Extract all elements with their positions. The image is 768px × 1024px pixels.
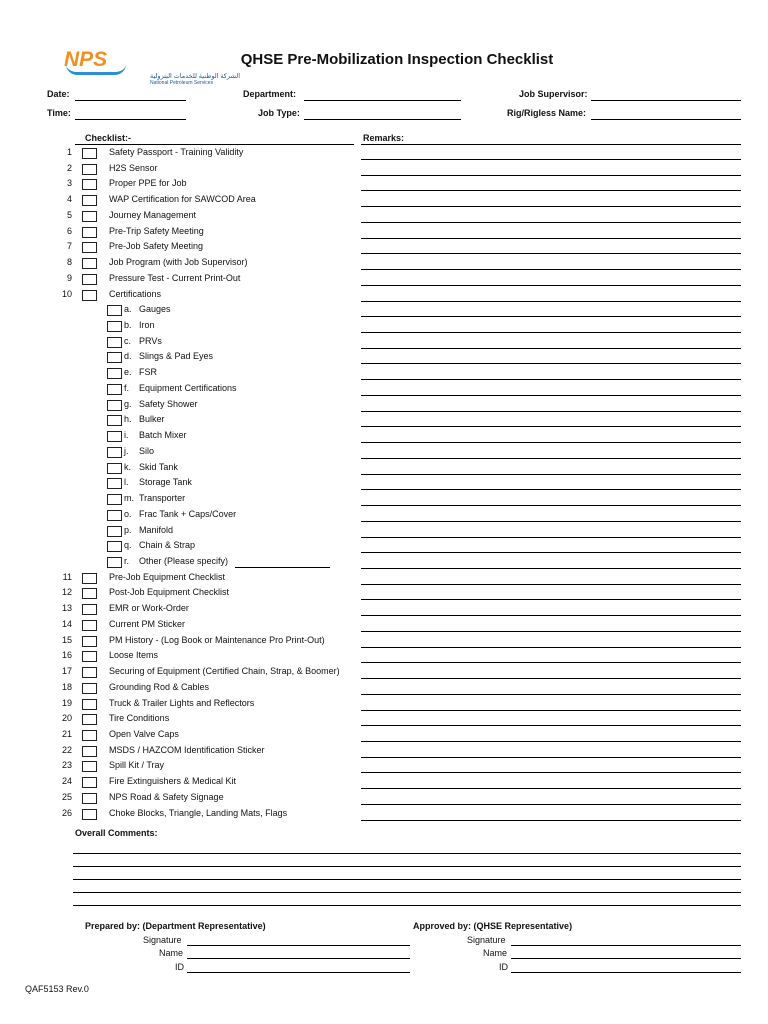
item-checkbox[interactable]	[82, 636, 97, 647]
item-label: PM History - (Log Book or Maintenance Pro Print-Out)	[109, 635, 325, 645]
approved-signature-label: Signature	[467, 935, 506, 945]
sub-item-checkbox[interactable]	[107, 431, 122, 442]
sub-item-label: Transporter	[139, 493, 186, 503]
date-label: Date:	[47, 89, 70, 99]
remarks-line[interactable]	[361, 694, 741, 695]
sub-item-letter: g.	[124, 399, 132, 409]
comment-line[interactable]	[73, 879, 741, 880]
sub-item-label: Frac Tank + Caps/Cover	[139, 509, 237, 519]
remarks-line[interactable]	[361, 678, 741, 679]
sub-item-label: Silo	[139, 446, 155, 456]
logo-arabic-text: الشركة الوطنية للخدمات البترولية	[150, 73, 241, 80]
item-label: Certifications	[109, 289, 162, 299]
remarks-line[interactable]	[361, 757, 741, 758]
approved-signature-field[interactable]	[511, 945, 741, 946]
comment-line[interactable]	[73, 853, 741, 854]
item-number: 10	[61, 289, 72, 299]
sub-item-letter: m.	[124, 493, 134, 503]
item-label: Fire Extinguishers & Medical Kit	[109, 776, 237, 786]
item-checkbox[interactable]	[82, 809, 97, 820]
page-title: QHSE Pre-Mobilization Inspection Checklist	[240, 51, 554, 68]
item-checkbox[interactable]	[82, 573, 97, 584]
item-label: Loose Items	[109, 650, 159, 660]
item-label: Truck & Trailer Lights and Reflectors	[109, 698, 255, 708]
item-label: Choke Blocks, Triangle, Landing Mats, Flags	[109, 808, 288, 818]
approved-id-label: ID	[499, 962, 508, 972]
item-checkbox[interactable]	[82, 227, 97, 238]
item-number: 5	[66, 210, 72, 220]
item-checkbox[interactable]	[82, 620, 97, 631]
prepared-id-label: ID	[175, 962, 184, 972]
item-checkbox[interactable]	[82, 699, 97, 710]
sub-item-letter: r.	[124, 556, 130, 566]
item-checkbox[interactable]	[82, 195, 97, 206]
sub-item-letter: b.	[124, 320, 132, 330]
item-number: 19	[61, 698, 72, 708]
other-specify-field[interactable]	[235, 567, 330, 568]
item-checkbox[interactable]	[82, 683, 97, 694]
sub-item-checkbox[interactable]	[107, 463, 122, 474]
remarks-line[interactable]	[361, 395, 741, 396]
remarks-line[interactable]	[361, 474, 741, 475]
sub-item-checkbox[interactable]	[107, 337, 122, 348]
item-checkbox[interactable]	[82, 258, 97, 269]
sub-item-label: Equipment Certifications	[139, 383, 237, 393]
checklist-heading-rule	[75, 144, 354, 145]
department-field[interactable]	[304, 100, 461, 101]
rig-name-field[interactable]	[591, 119, 741, 120]
remarks-line[interactable]	[361, 285, 741, 286]
remarks-line[interactable]	[361, 820, 741, 821]
sub-item-letter: k.	[124, 462, 132, 472]
remarks-line[interactable]	[361, 521, 741, 522]
sub-item-label: Storage Tank	[139, 477, 192, 487]
item-checkbox[interactable]	[82, 604, 97, 615]
item-label: Safety Passport - Training Validity	[109, 147, 244, 157]
prepared-by	[85, 921, 266, 931]
sub-item-letter: i.	[124, 430, 129, 440]
sub-item-label: Safety Shower	[139, 399, 198, 409]
logo-brand: NPS	[64, 48, 108, 71]
item-label: Pre-Job Equipment Checklist	[109, 572, 226, 582]
sub-item-letter: j.	[124, 446, 129, 456]
sub-item-letter: q.	[124, 540, 132, 550]
sub-item-label: Bulker	[139, 414, 165, 424]
approved-by-label: Approved by:	[413, 921, 472, 931]
sub-item-checkbox[interactable]	[107, 415, 122, 426]
remarks-line[interactable]	[361, 788, 741, 789]
item-number: 2	[66, 163, 72, 173]
item-number: 16	[61, 650, 72, 660]
remarks-line[interactable]	[361, 442, 741, 443]
remarks-line[interactable]	[361, 316, 741, 317]
department-label: Department:	[243, 89, 297, 99]
rig-name-label: Rig/Rigless Name:	[507, 108, 587, 118]
remarks-line[interactable]	[361, 206, 741, 207]
item-number: 13	[61, 603, 72, 613]
sub-item-label: FSR	[139, 367, 157, 377]
approved-by-role: (QHSE Representative)	[473, 921, 573, 931]
sub-item-label: PRVs	[139, 336, 162, 346]
date-field[interactable]	[75, 100, 186, 101]
remarks-line[interactable]	[361, 537, 741, 538]
remarks-line[interactable]	[361, 568, 741, 569]
time-field[interactable]	[75, 119, 186, 120]
sub-item-letter: l.	[124, 477, 129, 487]
item-label: NPS Road & Safety Signage	[109, 792, 224, 802]
sub-item-letter: a.	[124, 304, 132, 314]
item-number: 22	[61, 745, 72, 755]
comment-line[interactable]	[73, 892, 741, 893]
item-label: H2S Sensor	[109, 163, 158, 173]
remarks-line[interactable]	[361, 552, 741, 553]
remarks-line[interactable]	[361, 710, 741, 711]
remarks-line[interactable]	[361, 222, 741, 223]
sub-item-letter: p.	[124, 525, 132, 535]
remarks-line[interactable]	[361, 238, 741, 239]
sub-item-checkbox[interactable]	[107, 400, 122, 411]
sub-item-label: Slings & Pad Eyes	[139, 351, 214, 361]
item-label: Pre-Trip Safety Meeting	[109, 226, 204, 236]
job-supervisor-field[interactable]	[591, 100, 741, 101]
remarks-line[interactable]	[361, 379, 741, 380]
sub-item-label: Iron	[139, 320, 155, 330]
item-label: Job Program (with Job Supervisor)	[109, 257, 248, 267]
item-number: 4	[66, 194, 72, 204]
item-label: Current PM Sticker	[109, 619, 186, 629]
sub-item-letter: h.	[124, 414, 132, 424]
item-label: EMR or Work-Order	[109, 603, 189, 613]
prepared-by-label: Prepared by:	[85, 921, 141, 931]
sub-item-letter: o.	[124, 509, 132, 519]
item-checkbox[interactable]	[82, 588, 97, 599]
remarks-line[interactable]	[361, 772, 741, 773]
sub-item-checkbox[interactable]	[107, 305, 122, 316]
remarks-line[interactable]	[361, 363, 741, 364]
item-number: 20	[61, 713, 72, 723]
job-supervisor-label: Job Supervisor:	[519, 89, 588, 99]
item-number: 1	[66, 147, 72, 157]
item-number: 23	[61, 760, 72, 770]
item-number: 6	[66, 226, 72, 236]
item-label: Securing of Equipment (Certified Chain, Strap, & Boomer)	[109, 666, 340, 676]
item-label: Tire Conditions	[109, 713, 170, 723]
remarks-line[interactable]	[361, 458, 741, 459]
remarks-line[interactable]	[361, 741, 741, 742]
comment-line[interactable]	[73, 905, 741, 906]
prepared-id-field[interactable]	[187, 972, 410, 973]
item-checkbox[interactable]	[82, 274, 97, 285]
item-label: Spill Kit / Tray	[109, 760, 165, 770]
item-checkbox[interactable]	[82, 242, 97, 253]
job-type-label: Job Type:	[258, 108, 300, 118]
sub-item-label: Other (Please specify)	[139, 556, 229, 566]
prepared-name-label: Name	[159, 948, 184, 958]
time-label: Time:	[47, 108, 71, 118]
sub-item-checkbox[interactable]	[107, 321, 122, 332]
remarks-line[interactable]	[361, 647, 741, 648]
item-number: 8	[66, 257, 72, 267]
item-checkbox[interactable]	[82, 761, 97, 772]
sub-item-checkbox[interactable]	[107, 526, 122, 537]
remarks-line[interactable]	[361, 662, 741, 663]
prepared-by-role: (Department Representative)	[142, 921, 266, 931]
prepared-signature-field[interactable]	[187, 945, 410, 946]
remarks-line[interactable]	[361, 411, 741, 412]
item-number: 15	[61, 635, 72, 645]
sub-item-label: Manifold	[139, 525, 174, 535]
remarks-line[interactable]	[361, 253, 741, 254]
item-checkbox[interactable]	[82, 777, 97, 788]
remarks-line[interactable]	[361, 599, 741, 600]
item-label: Grounding Rod & Cables	[109, 682, 210, 692]
sub-item-label: Gauges	[139, 304, 171, 314]
overall-comments-label: Overall Comments:	[75, 828, 158, 838]
sub-item-checkbox[interactable]	[107, 384, 122, 395]
item-checkbox[interactable]	[82, 651, 97, 662]
remarks-line[interactable]	[361, 301, 741, 302]
item-number: 12	[61, 587, 72, 597]
sub-item-checkbox[interactable]	[107, 447, 122, 458]
item-number: 11	[62, 572, 72, 582]
sub-item-checkbox[interactable]	[107, 494, 122, 505]
sub-item-letter: d.	[124, 351, 132, 361]
item-checkbox[interactable]	[82, 148, 97, 159]
remarks-line[interactable]	[361, 505, 741, 506]
sub-item-letter: c.	[124, 336, 132, 346]
item-checkbox[interactable]	[82, 179, 97, 190]
remarks-line[interactable]	[361, 615, 741, 616]
remarks-heading-rule	[361, 144, 741, 145]
sub-item-label: Chain & Strap	[139, 540, 196, 550]
remarks-line[interactable]	[361, 426, 741, 427]
item-number: 24	[61, 776, 72, 786]
sub-item-checkbox[interactable]	[107, 352, 122, 363]
sub-item-checkbox[interactable]	[107, 510, 122, 521]
remarks-line[interactable]	[361, 631, 741, 632]
sub-item-checkbox[interactable]	[107, 557, 122, 568]
item-number: 25	[61, 792, 72, 802]
sub-item-checkbox[interactable]	[107, 541, 122, 552]
item-checkbox[interactable]	[82, 714, 97, 725]
item-label: Journey Management	[109, 210, 197, 220]
sub-item-label: Batch Mixer	[139, 430, 187, 440]
remarks-line[interactable]	[361, 332, 741, 333]
item-number: 14	[61, 619, 72, 629]
item-checkbox[interactable]	[82, 290, 97, 301]
sub-item-letter: f.	[124, 383, 130, 393]
approved-name-field[interactable]	[511, 958, 741, 959]
item-checkbox[interactable]	[82, 746, 97, 757]
item-checkbox[interactable]	[82, 667, 97, 678]
approved-by	[413, 921, 572, 931]
approved-id-field[interactable]	[511, 972, 741, 973]
remarks-line[interactable]	[361, 804, 741, 805]
item-label: Open Valve Caps	[109, 729, 179, 739]
remarks-line[interactable]	[361, 725, 741, 726]
item-label: WAP Certification for SAWCOD Area	[109, 194, 256, 204]
form-code: QAF5153 Rev.0	[25, 984, 89, 994]
sub-item-checkbox[interactable]	[107, 478, 122, 489]
remarks-line[interactable]	[361, 175, 741, 176]
remarks-line[interactable]	[361, 348, 741, 349]
item-label: Post-Job Equipment Checklist	[109, 587, 230, 597]
sub-item-label: Skid Tank	[139, 462, 178, 472]
item-checkbox[interactable]	[82, 211, 97, 222]
item-label: MSDS / HAZCOM Identification Sticker	[109, 745, 265, 755]
remarks-heading: Remarks:	[363, 133, 405, 143]
item-number: 26	[61, 808, 72, 818]
remarks-line[interactable]	[361, 190, 741, 191]
item-label: Proper PPE for Job	[109, 178, 187, 188]
item-label: Pre-Job Safety Meeting	[109, 241, 204, 251]
remarks-line[interactable]	[361, 489, 741, 490]
prepared-signature-label: Signature	[143, 935, 182, 945]
sub-item-letter: e.	[124, 367, 132, 377]
item-number: 7	[66, 241, 72, 251]
item-number: 21	[61, 729, 72, 739]
checklist-heading: Checklist:-	[85, 133, 132, 143]
item-number: 18	[61, 682, 72, 692]
remarks-line[interactable]	[361, 159, 741, 160]
comment-line[interactable]	[73, 866, 741, 867]
remarks-line[interactable]	[361, 269, 741, 270]
item-number: 9	[66, 273, 72, 283]
approved-name-label: Name	[483, 948, 508, 958]
item-number: 17	[61, 666, 72, 676]
item-number: 3	[66, 178, 72, 188]
job-type-field[interactable]	[304, 119, 461, 120]
item-label: Pressure Test - Current Print-Out	[109, 273, 241, 283]
logo-english-text: National Petroleum Services	[150, 80, 214, 86]
item-checkbox[interactable]	[82, 730, 97, 741]
item-checkbox[interactable]	[82, 793, 97, 804]
sub-item-checkbox[interactable]	[107, 368, 122, 379]
remarks-line[interactable]	[361, 584, 741, 585]
item-checkbox[interactable]	[82, 164, 97, 175]
prepared-name-field[interactable]	[187, 958, 410, 959]
